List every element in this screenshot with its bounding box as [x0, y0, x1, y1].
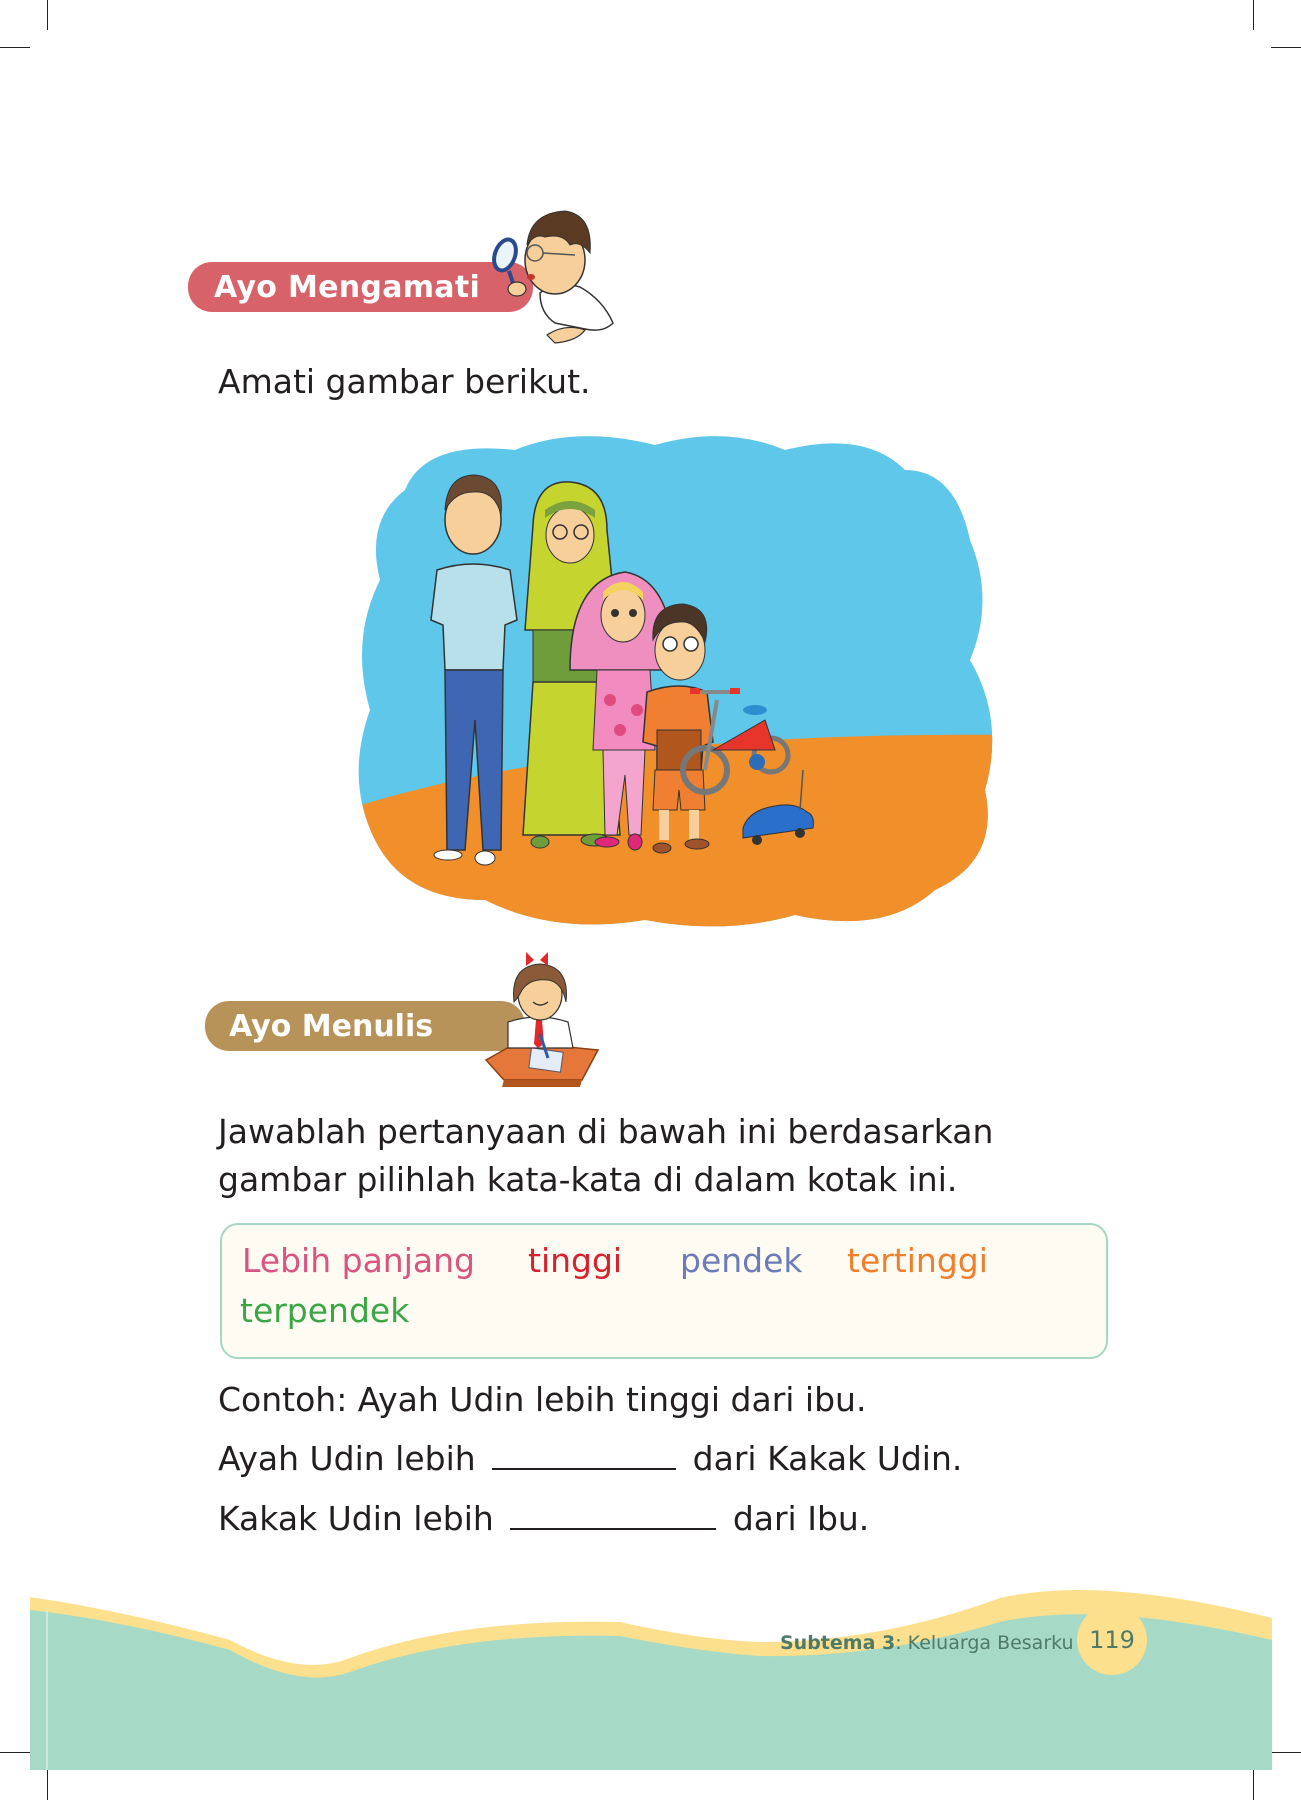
- word-choice-box: [220, 1223, 1108, 1359]
- question-2: [218, 1495, 869, 1543]
- observe-instruction: Amati gambar berikut.: [218, 362, 591, 401]
- girl-writing-at-desk-icon: [478, 950, 608, 1095]
- footer-subtheme: [780, 1632, 1074, 1654]
- question-2-before: Kakak Udin lebih: [218, 1499, 494, 1538]
- crop-mark: [1253, 0, 1254, 30]
- write-instruction-line1: Jawablah pertanyaan di bawah ini berdasarkan: [218, 1112, 994, 1151]
- answer-blank-1[interactable]: [492, 1438, 676, 1470]
- page-number-text: 119: [1089, 1626, 1135, 1654]
- section-header-observe: [188, 262, 533, 312]
- word-tinggi: tinggi: [528, 1241, 623, 1280]
- crop-mark: [1253, 1770, 1254, 1800]
- family-illustration: [345, 430, 1015, 935]
- crop-mark: [47, 1770, 48, 1800]
- subtheme-title: : Keluarga Besarku: [895, 1632, 1074, 1654]
- word-pendek: pendek: [680, 1241, 803, 1280]
- crop-mark: [1271, 47, 1301, 48]
- section-title: Ayo Mengamati: [214, 269, 481, 305]
- write-instruction-line2: gambar pilihlah kata-kata di dalam kotak ini.: [218, 1160, 958, 1199]
- question-1-after: dari Kakak Udin.: [692, 1439, 963, 1478]
- word-terpendek: terpendek: [240, 1291, 410, 1330]
- question-1: [218, 1435, 962, 1483]
- section-header-write: [205, 1001, 525, 1051]
- word-tertinggi: tertinggi: [847, 1241, 988, 1280]
- crop-mark: [0, 47, 30, 48]
- subtheme-label: Subtema 3: [780, 1632, 896, 1654]
- crop-mark: [47, 0, 48, 30]
- section-title: Ayo Menulis: [229, 1008, 434, 1044]
- question-1-before: Ayah Udin lebih: [218, 1439, 476, 1478]
- answer-blank-2[interactable]: [510, 1498, 716, 1530]
- boy-with-magnifying-glass-icon: [485, 205, 620, 345]
- example-sentence: Contoh: Ayah Udin lebih tinggi dari ibu.: [218, 1380, 867, 1419]
- question-2-after: dari Ibu.: [732, 1499, 870, 1538]
- page-number: [1077, 1605, 1147, 1675]
- word-lebih-panjang: Lebih panjang: [242, 1241, 475, 1280]
